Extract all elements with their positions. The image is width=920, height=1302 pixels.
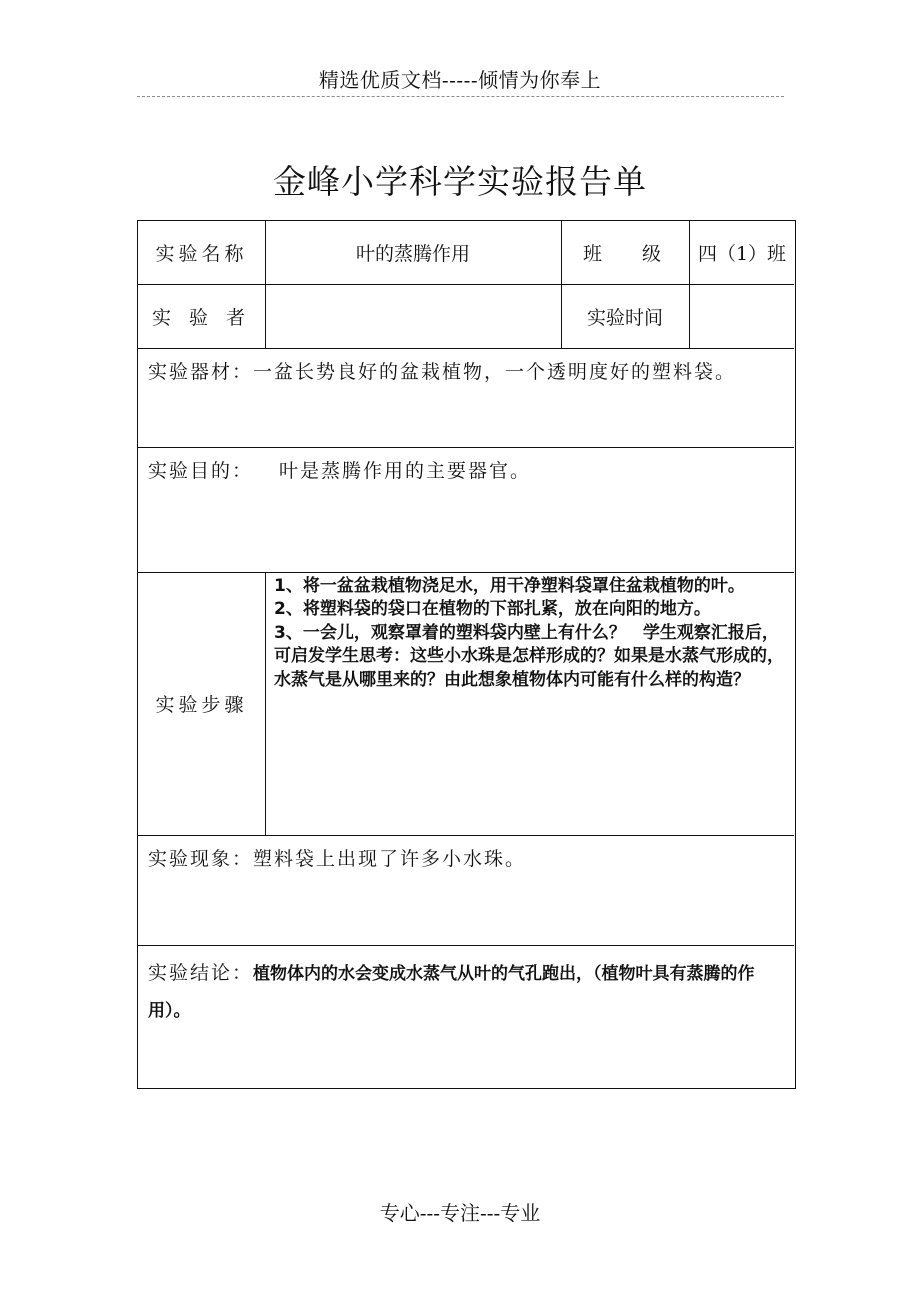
experiment-name-label: 实验名称 — [155, 243, 248, 265]
experimenter-label: 实 验 者 — [151, 306, 252, 329]
experiment-time-value — [689, 284, 795, 348]
header-divider — [137, 96, 784, 97]
experiment-time-label: 实验时间 — [586, 306, 663, 329]
class-label-left: 班 — [583, 243, 603, 265]
steps-content — [265, 572, 795, 835]
report-title: 金峰小学科学实验报告单 — [273, 162, 647, 201]
materials-text: 一盆长势良好的盆栽植物，一个透明度好的塑料袋。 — [253, 361, 737, 383]
phenomenon-text: 塑料袋上出现了许多小水珠。 — [253, 848, 527, 870]
conclusion-section — [138, 945, 795, 1088]
class-label-right: 级 — [641, 243, 661, 265]
experimenter-value — [265, 284, 561, 348]
materials-section — [138, 348, 795, 447]
class-label — [561, 221, 689, 284]
purpose-text: 叶是蒸腾作用的主要器官。 — [279, 460, 532, 482]
page-header: 精选优质文档-----倾情为你奉上 — [318, 68, 602, 92]
page-footer: 专心---专注---专业 — [379, 1201, 541, 1225]
step-item: 1、将一盆盆栽植物浇足水，用干净塑料袋罩住盆栽植物的叶。 — [274, 576, 745, 596]
experiment-name-value: 叶的蒸腾作用 — [355, 243, 470, 265]
materials-label: 实验器材： — [148, 361, 254, 383]
phenomenon-section — [138, 835, 795, 945]
purpose-section — [138, 447, 795, 572]
step-item: 3、一会儿，观察罩着的塑料袋内壁上有什么？ 学生观察汇报后，可启发学生思考：这些小水珠是怎样形成的？如果是水蒸气形成的，水蒸气是从哪里来的？由此想象植物体内可能有什么样的构造？ — [274, 622, 784, 690]
step-item: 2、将塑料袋的袋口在植物的下部扎紧，放在向阳的地方。 — [274, 599, 711, 620]
class-value: 四（1）班 — [697, 243, 787, 265]
steps-label: 实验步骤 — [155, 694, 248, 716]
phenomenon-label: 实验现象： — [148, 848, 254, 870]
report-table — [137, 220, 796, 1089]
purpose-label: 实验目的： — [148, 460, 254, 482]
conclusion-label: 实验结论： — [148, 962, 254, 984]
conclusion-text: 植物体内的水会变成水蒸气从叶的气孔跑出，（植物叶具有蒸腾的作用）。 — [148, 964, 755, 1022]
